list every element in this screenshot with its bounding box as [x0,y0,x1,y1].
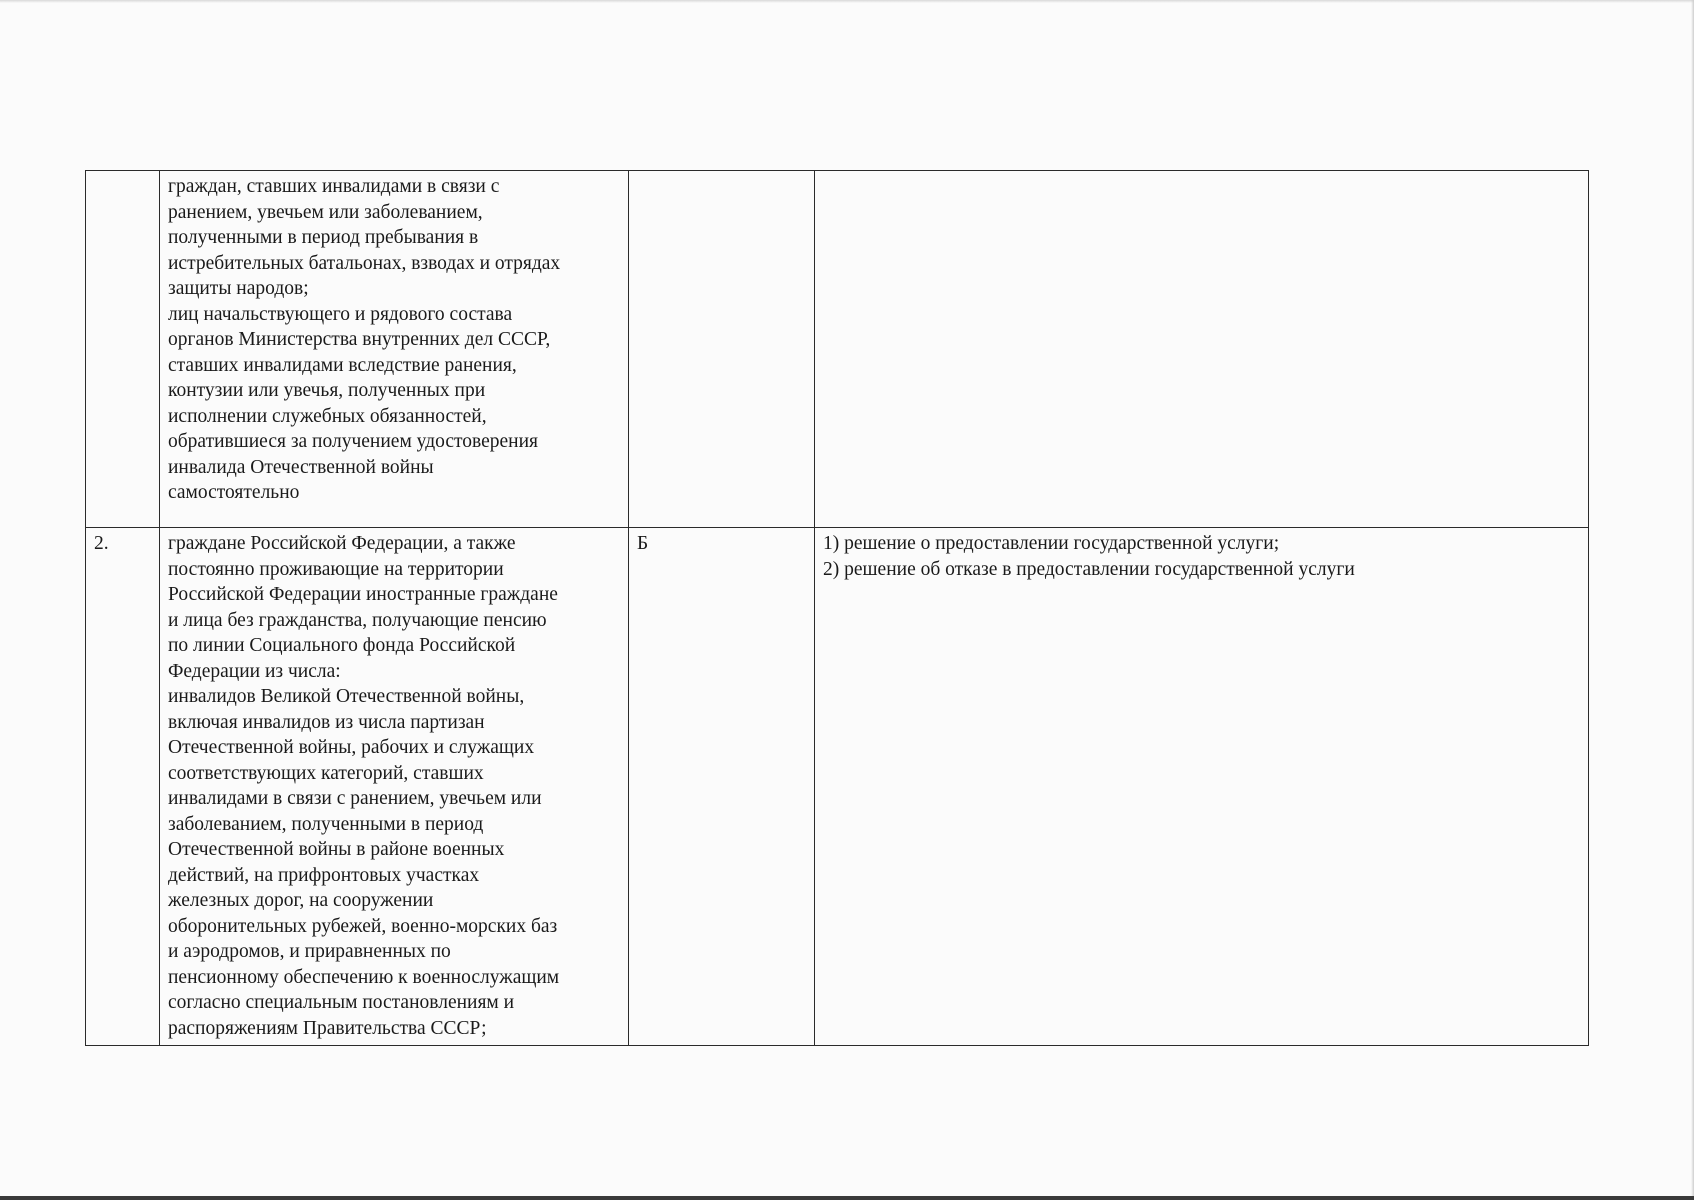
table-row [86,528,1589,1046]
service-result-cell: 1) решение о предоставлении государственной услуги; 2) решение об отказе в предоставлении государственной услуги [815,528,1589,1046]
table-row [86,171,1589,528]
row-number-cell [86,171,160,528]
applicant-variants-table [85,170,1589,1046]
service-result-cell [815,171,1589,528]
scan-edge-top [0,0,1694,3]
variant-code-cell: Б [629,528,815,1046]
variant-code-cell [629,171,815,528]
row-number-cell: 2. [86,528,160,1046]
applicant-category-cell: граждане Российской Федерации, а также постоянно проживающие на территории Российской Федерации иностранные граждане и лица без гражданства, получающие пенсию по линии Социального фонда Российской Федерации из числа: инвалидов Великой Отечественной войны, включая инвалидов из числа партизан Отечественной войны, рабочих и служащих соответствующих категорий, ставших инвалидами в связи с ранением, увечьем или заболеванием, полученными в период Отечественной войны в районе военных действий, на прифронтовых участках железных дорог, на сооружении оборонительных рубежей, военно-морских баз и аэродромов, и приравненных по пенсионному обеспечению к военнослужащим согласно специальным постановлениям и распоряжениям Правительства СССР; [160,528,629,1046]
scan-edge-bottom [0,1196,1694,1200]
applicant-category-cell: граждан, ставших инвалидами в связи с ранением, увечьем или заболеванием, полученными в период пребывания в истребительных батальонах, взводах и отрядах защиты народов; лиц начальствующего и рядового состава органов Министерства внутренних дел СССР, ставших инвалидами вследствие ранения, контузии или увечья, полученных при исполнении служебных обязанностей, обратившиеся за получением удостоверения инвалида Отечественной войны самостоятельно [160,171,629,528]
